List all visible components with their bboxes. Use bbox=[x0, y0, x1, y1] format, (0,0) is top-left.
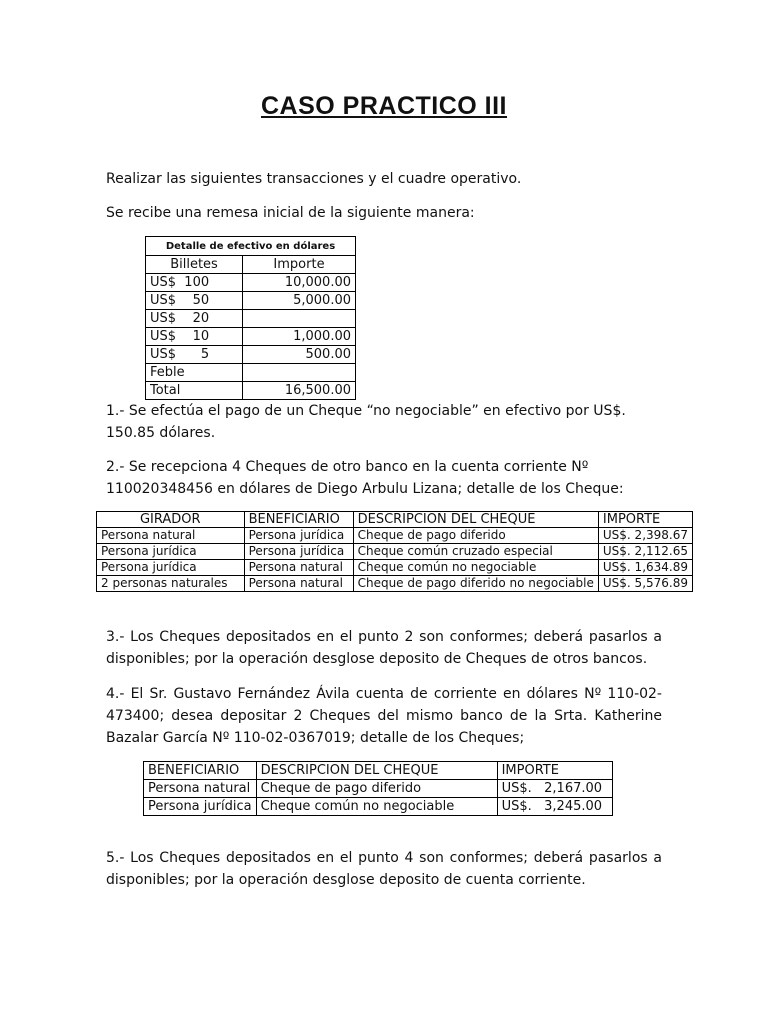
cheques2-header-beneficiario: BENEFICIARIO bbox=[144, 762, 257, 780]
step-3: 3.- Los Cheques depositados en el punto 2 son conformes; deberá pasarlos a disponibles; por la operación desglose deposito de Cheques de otros bancos. bbox=[106, 629, 662, 667]
cheques2-header-importe: IMPORTE bbox=[497, 762, 612, 780]
cheque-cell: US$. 2,167.00 bbox=[497, 780, 612, 798]
cheque-cell: Persona jurídica bbox=[244, 528, 353, 544]
cheque-cell: US$. 2,398.67 bbox=[598, 528, 692, 544]
table-row bbox=[97, 576, 693, 592]
cash-cell: Feble bbox=[146, 364, 243, 382]
cheque-cell: US$. 3,245.00 bbox=[497, 798, 612, 816]
step-4: 4.- El Sr. Gustavo Fernández Ávila cuenta de corriente en dólares Nº 110-02-473400; desea depositar 2 Cheques del mismo banco de la Srta. Katherine Bazalar García Nº 110-02-0367019; detalle de los Cheques; bbox=[106, 686, 662, 746]
cheques1-header-girador: GIRADOR bbox=[97, 512, 245, 528]
intro-line-1: Realizar las siguientes transacciones y el cuadre operativo. bbox=[106, 171, 522, 187]
cash-cell: 500.00 bbox=[243, 346, 356, 364]
cheque-cell: Cheque común cruzado especial bbox=[353, 544, 598, 560]
cash-cell: 5,000.00 bbox=[243, 292, 356, 310]
cash-table-caption: Detalle de efectivo en dólares bbox=[146, 237, 356, 256]
table-row bbox=[144, 780, 613, 798]
table-row bbox=[146, 274, 356, 292]
cheques1-header-beneficiario: BENEFICIARIO bbox=[244, 512, 353, 528]
cheque-cell: Persona natural bbox=[97, 528, 245, 544]
intro-line-2: Se recibe una remesa inicial de la siguiente manera: bbox=[106, 205, 475, 221]
table-row bbox=[146, 310, 356, 328]
cash-cell bbox=[243, 310, 356, 328]
cheque-cell: Persona natural bbox=[244, 560, 353, 576]
cash-header-billetes: Billetes bbox=[146, 256, 243, 274]
cheque-cell: Cheque común no negociable bbox=[256, 798, 497, 816]
cheque-cell: Cheque de pago diferido no negociable bbox=[353, 576, 598, 592]
cash-cell bbox=[243, 364, 356, 382]
step-5: 5.- Los Cheques depositados en el punto 4 son conformes; deberá pasarlos a disponibles; por la operación desglose deposito de cuenta corriente. bbox=[106, 850, 662, 888]
cheques2-header-descripcion: DESCRIPCION DEL CHEQUE bbox=[256, 762, 497, 780]
table-row bbox=[146, 328, 356, 346]
table-row bbox=[146, 292, 356, 310]
cheque-cell: Cheque común no negociable bbox=[353, 560, 598, 576]
cheque-cell: US$. 5,576.89 bbox=[598, 576, 692, 592]
cheque-cell: Cheque de pago diferido bbox=[353, 528, 598, 544]
cash-cell: US$ 10 bbox=[146, 328, 243, 346]
table-row bbox=[146, 382, 356, 400]
cheques1-header-descripcion: DESCRIPCION DEL CHEQUE bbox=[353, 512, 598, 528]
cheque-cell: Persona jurídica bbox=[244, 544, 353, 560]
table-row bbox=[144, 798, 613, 816]
cheque-cell: Persona jurídica bbox=[97, 560, 245, 576]
cheque-cell: Persona natural bbox=[144, 780, 257, 798]
page-title: CASO PRACTICO III bbox=[260, 92, 507, 120]
cash-cell: US$ 100 bbox=[146, 274, 243, 292]
cash-cell: US$ 20 bbox=[146, 310, 243, 328]
cash-detail-table bbox=[145, 236, 356, 400]
cheque-cell: US$. 2,112.65 bbox=[598, 544, 692, 560]
cheque-cell: 2 personas naturales bbox=[97, 576, 245, 592]
table-row bbox=[146, 364, 356, 382]
cash-cell: 10,000.00 bbox=[243, 274, 356, 292]
cheque-cell: US$. 1,634.89 bbox=[598, 560, 692, 576]
cheques1-header-importe: IMPORTE bbox=[598, 512, 692, 528]
table-row bbox=[97, 560, 693, 576]
cheque-cell: Persona jurídica bbox=[144, 798, 257, 816]
cheque-cell: Cheque de pago diferido bbox=[256, 780, 497, 798]
step-1: 1.- Se efectúa el pago de un Cheque “no negociable” en efectivo por US$. 150.85 dólares. bbox=[106, 403, 626, 441]
cash-total-value: 16,500.00 bbox=[243, 382, 356, 400]
cheques-table-1 bbox=[96, 511, 693, 592]
table-row bbox=[97, 528, 693, 544]
cheque-cell: Persona natural bbox=[244, 576, 353, 592]
cheques-table-2 bbox=[143, 761, 613, 816]
table-row bbox=[97, 544, 693, 560]
cash-cell: 1,000.00 bbox=[243, 328, 356, 346]
cash-cell: US$ 5 bbox=[146, 346, 243, 364]
step-2: 2.- Se recepciona 4 Cheques de otro banco en la cuenta corriente Nº 110020348456 en dólares de Diego Arbulu Lizana; detalle de los Cheque: bbox=[106, 459, 624, 497]
table-row bbox=[146, 346, 356, 364]
cheque-cell: Persona jurídica bbox=[97, 544, 245, 560]
cash-cell: US$ 50 bbox=[146, 292, 243, 310]
cash-header-importe: Importe bbox=[243, 256, 356, 274]
cash-total-label: Total bbox=[146, 382, 243, 400]
